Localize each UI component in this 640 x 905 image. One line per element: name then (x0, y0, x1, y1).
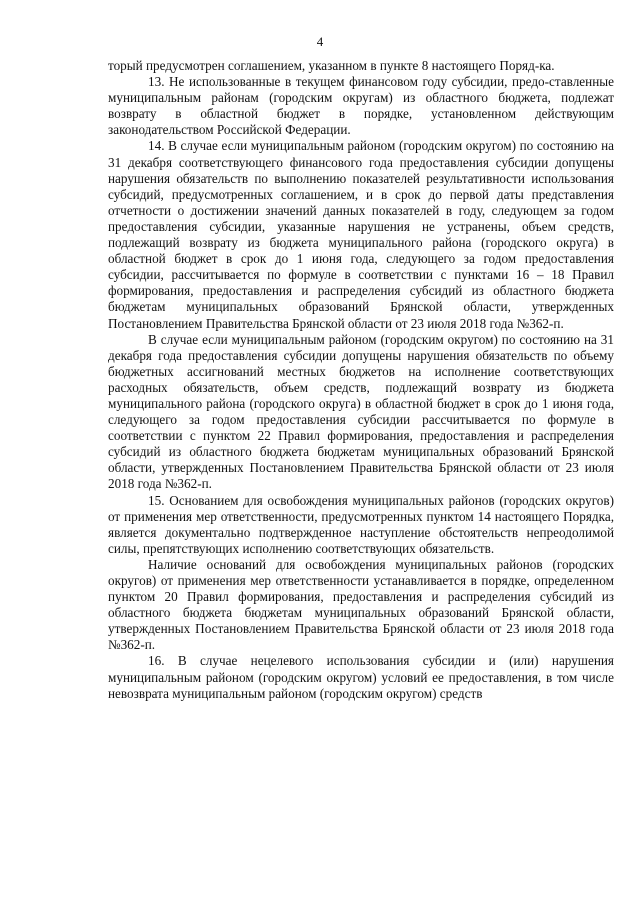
paragraph-14-second: В случае если муниципальным районом (городским округом) по состоянию на 31 декабря года предоставления субсидии допущены нарушения обязательств по объему бюджетных ассигнований местных бюджетов на исполнение соответствующих расходных обязательств, объем средств, подлежащий возврату из бюджета муниципального района (городского округа) в областной бюджет в срок до 1 июня года, следующего за годом предоставления субсидии рассчитывается по формуле в соответствии с пунктом 22 Правил формирования, предоставления и распределения субсидий из областного бюджета бюджетам муниципальных образований Брянской области, утвержденных Постановлением Правительства Брянской области от 23 июля 2018 года №362-п. (108, 331, 614, 492)
paragraph-14: 14. В случае если муниципальным районом (городским округом) по состоянию на 31 декабря соответствующего финансового года предоставления субсидии допущены нарушения обязательств по выполнению показателей результативности использования субсидий, предусмотренных соглашением, и в срок до первой даты представления отчетности о достижении значений данных показателей в году, следующем за годом предоставления субсидии, указанные нарушения не устранены, объем средств, подлежащий возврату из бюджета муниципального района (городского округа) в областной бюджет в срок до 1 июня года, следующего за годом предоставления субсидии, рассчитывается по формуле в соответствии с пунктами 16 – 18 Правил формирования, предоставления и распределения субсидий из областного бюджета бюджетам муниципальных образований Брянской области, утвержденных Постановлением Правительства Брянской области от 23 июля 2018 года №362-п. (108, 138, 614, 331)
paragraph-continuation: торый предусмотрен соглашением, указанном в пункте 8 настоящего Поряд-ка. (108, 58, 555, 73)
paragraph-13: 13. Не использованные в текущем финансовом году субсидии, предо-ставленные муниципальным районам (городским округам) из областного бюджета, подлежат возврату в областной бюджет в порядке, установленном действующим законодательством Российской Федерации. (108, 74, 614, 138)
paragraph-16: 16. В случае нецелевого использования субсидии и (или) нарушения муниципальным районом (городским округом) условий ее предоставления, в том числе невозврата муниципальным районом (городским округом) средств (108, 653, 614, 701)
page-number: 4 (316, 34, 324, 49)
paragraph-15: 15. Основанием для освобождения муниципальных районов (городских округов) от применения мер ответственности, предусмотренных пунктом 14 настоящего Порядка, является документально подтвержденное наступление обстоятельств непреодолимой силы, препятствующих исполнению соответствующих обязательств. (108, 492, 614, 556)
paragraph-15-second: Наличие оснований для освобождения муниципальных районов (городских округов) от применения мер ответственности устанавливается в порядке, определенном пунктом 20 Правил формирования, предоставления и распределения субсидий из областного бюджета бюджетам муниципальных образований Брянской области, утвержденных Постановлением Правительства Брянской области от 23 июля 2018 года №362-п. (108, 556, 614, 653)
document-body (108, 58, 614, 702)
